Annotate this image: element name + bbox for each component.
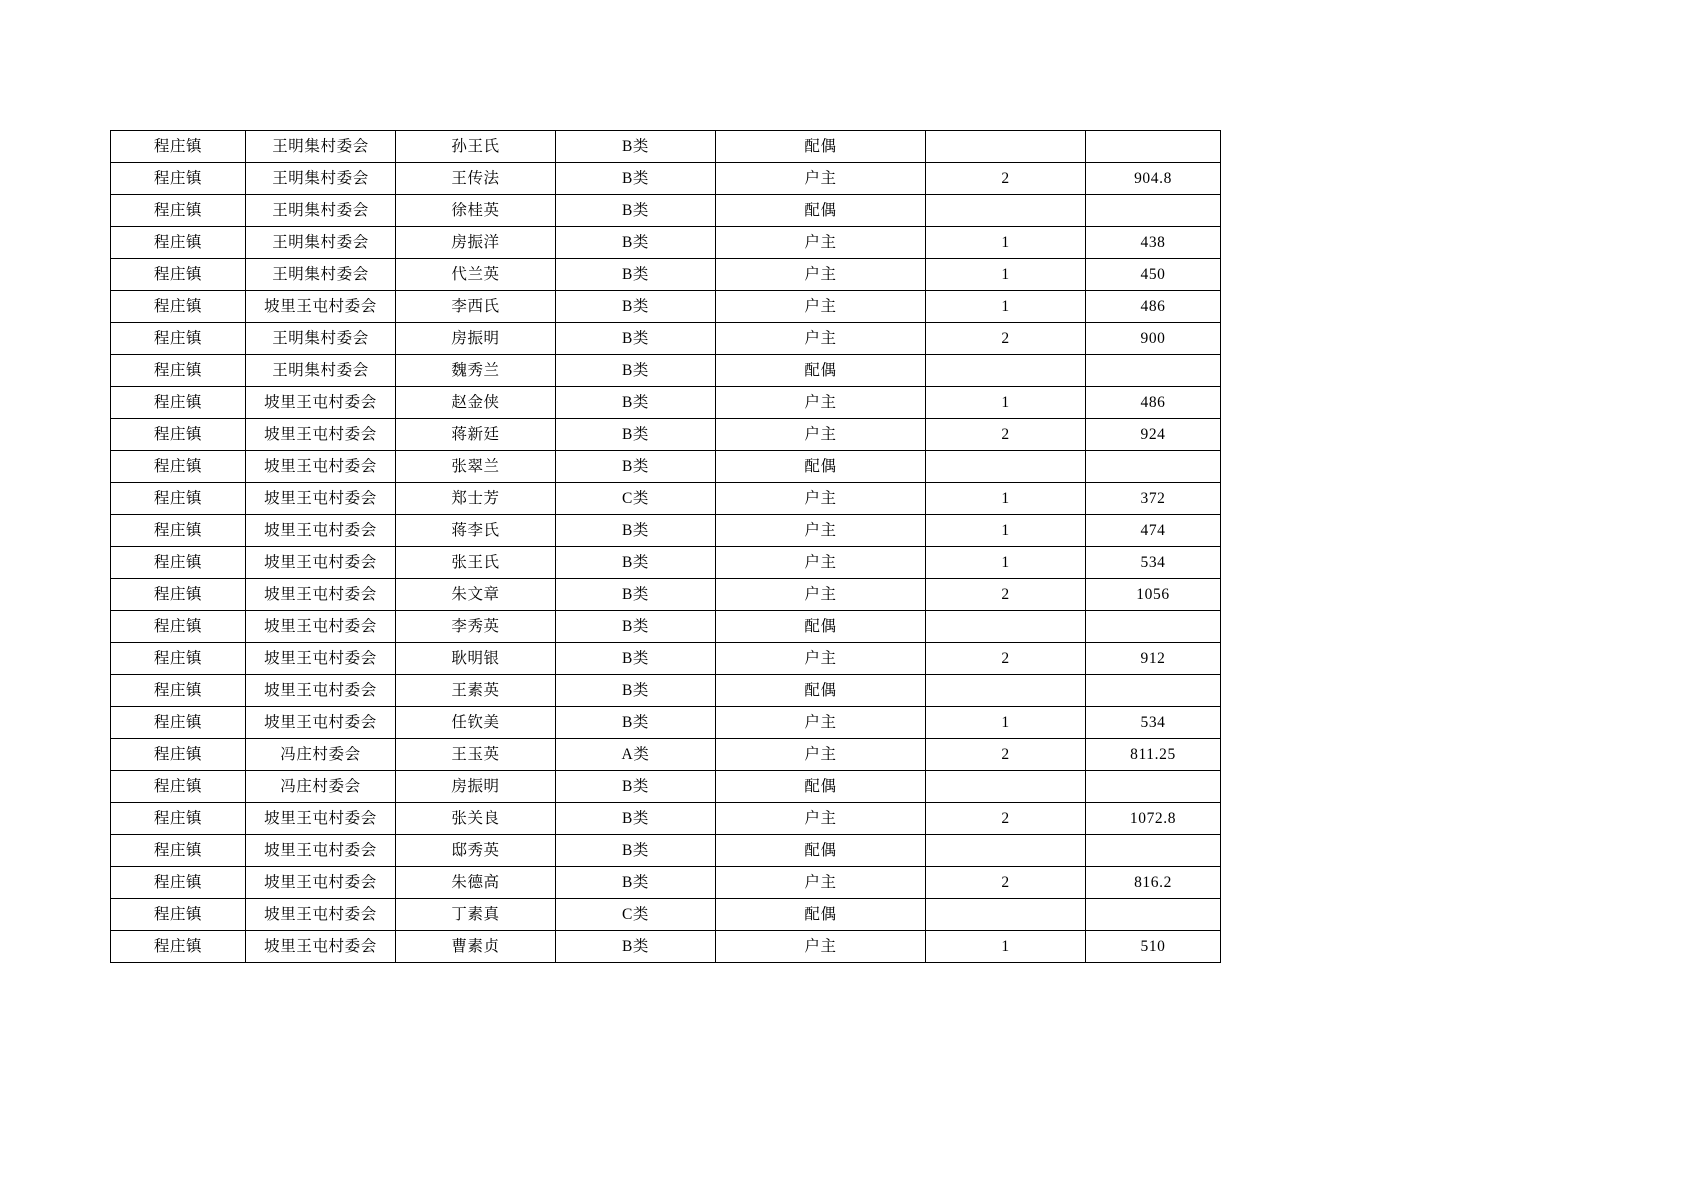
table-row (111, 771, 1221, 803)
table-row (111, 707, 1221, 739)
table-row (111, 227, 1221, 259)
cell-village: 冯庄村委会 (246, 771, 396, 803)
cell-role: 户主 (716, 419, 926, 451)
cell-village: 坡里王屯村委会 (246, 803, 396, 835)
cell-town: 程庄镇 (111, 163, 246, 195)
cell-role: 户主 (716, 931, 926, 963)
cell-name: 代兰英 (396, 259, 556, 291)
cell-role: 配偶 (716, 131, 926, 163)
cell-amount (1086, 675, 1221, 707)
cell-role: 户主 (716, 643, 926, 675)
cell-role: 配偶 (716, 675, 926, 707)
cell-count (926, 771, 1086, 803)
cell-category: B类 (556, 835, 716, 867)
cell-name: 邸秀英 (396, 835, 556, 867)
cell-town: 程庄镇 (111, 131, 246, 163)
cell-role: 户主 (716, 579, 926, 611)
cell-town: 程庄镇 (111, 387, 246, 419)
cell-amount: 924 (1086, 419, 1221, 451)
cell-count: 2 (926, 163, 1086, 195)
table-row (111, 195, 1221, 227)
table-row (111, 867, 1221, 899)
cell-role: 配偶 (716, 611, 926, 643)
cell-category: B类 (556, 611, 716, 643)
table-row (111, 291, 1221, 323)
cell-count: 2 (926, 867, 1086, 899)
cell-amount: 510 (1086, 931, 1221, 963)
cell-amount (1086, 355, 1221, 387)
cell-village: 坡里王屯村委会 (246, 483, 396, 515)
cell-role: 配偶 (716, 899, 926, 931)
cell-town: 程庄镇 (111, 419, 246, 451)
cell-town: 程庄镇 (111, 675, 246, 707)
cell-category: B类 (556, 547, 716, 579)
cell-village: 坡里王屯村委会 (246, 547, 396, 579)
cell-village: 王明集村委会 (246, 131, 396, 163)
cell-amount (1086, 899, 1221, 931)
cell-name: 赵金侠 (396, 387, 556, 419)
table-row (111, 163, 1221, 195)
cell-name: 魏秀兰 (396, 355, 556, 387)
cell-town: 程庄镇 (111, 739, 246, 771)
cell-name: 耿明银 (396, 643, 556, 675)
cell-count: 1 (926, 259, 1086, 291)
cell-amount (1086, 771, 1221, 803)
table-row (111, 419, 1221, 451)
cell-name: 张翠兰 (396, 451, 556, 483)
cell-town: 程庄镇 (111, 643, 246, 675)
table-container (110, 130, 1220, 963)
cell-village: 坡里王屯村委会 (246, 835, 396, 867)
table-row (111, 483, 1221, 515)
cell-count: 2 (926, 323, 1086, 355)
cell-count: 2 (926, 579, 1086, 611)
cell-village: 王明集村委会 (246, 227, 396, 259)
cell-count: 2 (926, 419, 1086, 451)
cell-role: 户主 (716, 515, 926, 547)
table-body (111, 131, 1221, 963)
cell-category: A类 (556, 739, 716, 771)
cell-name: 王传法 (396, 163, 556, 195)
cell-count: 2 (926, 803, 1086, 835)
cell-category: B类 (556, 579, 716, 611)
cell-town: 程庄镇 (111, 931, 246, 963)
cell-role: 配偶 (716, 771, 926, 803)
cell-name: 孙王氏 (396, 131, 556, 163)
table-row (111, 579, 1221, 611)
cell-name: 张关良 (396, 803, 556, 835)
table-row (111, 803, 1221, 835)
cell-amount (1086, 131, 1221, 163)
cell-name: 任钦美 (396, 707, 556, 739)
cell-count (926, 355, 1086, 387)
cell-role: 户主 (716, 291, 926, 323)
cell-town: 程庄镇 (111, 611, 246, 643)
table-row (111, 131, 1221, 163)
cell-amount: 450 (1086, 259, 1221, 291)
cell-role: 户主 (716, 163, 926, 195)
cell-village: 王明集村委会 (246, 323, 396, 355)
table-row (111, 451, 1221, 483)
cell-name: 曹素贞 (396, 931, 556, 963)
cell-role: 户主 (716, 867, 926, 899)
cell-count: 2 (926, 643, 1086, 675)
cell-count (926, 899, 1086, 931)
cell-amount: 486 (1086, 291, 1221, 323)
table-row (111, 899, 1221, 931)
cell-village: 坡里王屯村委会 (246, 707, 396, 739)
cell-category: B类 (556, 419, 716, 451)
cell-count: 1 (926, 707, 1086, 739)
cell-name: 房振洋 (396, 227, 556, 259)
cell-category: B类 (556, 643, 716, 675)
cell-amount: 486 (1086, 387, 1221, 419)
cell-village: 王明集村委会 (246, 195, 396, 227)
cell-name: 蒋新廷 (396, 419, 556, 451)
cell-role: 配偶 (716, 835, 926, 867)
cell-town: 程庄镇 (111, 451, 246, 483)
cell-town: 程庄镇 (111, 323, 246, 355)
cell-count: 2 (926, 739, 1086, 771)
cell-count (926, 611, 1086, 643)
cell-name: 李秀英 (396, 611, 556, 643)
cell-name: 朱德高 (396, 867, 556, 899)
cell-role: 户主 (716, 803, 926, 835)
cell-count: 1 (926, 387, 1086, 419)
cell-village: 坡里王屯村委会 (246, 419, 396, 451)
cell-town: 程庄镇 (111, 835, 246, 867)
cell-category: B类 (556, 355, 716, 387)
cell-amount: 900 (1086, 323, 1221, 355)
cell-role: 户主 (716, 483, 926, 515)
cell-category: B类 (556, 515, 716, 547)
cell-category: B类 (556, 163, 716, 195)
cell-village: 坡里王屯村委会 (246, 579, 396, 611)
cell-role: 户主 (716, 323, 926, 355)
cell-category: B类 (556, 451, 716, 483)
cell-category: B类 (556, 675, 716, 707)
cell-village: 坡里王屯村委会 (246, 387, 396, 419)
subsidy-table (110, 130, 1221, 963)
cell-amount: 811.25 (1086, 739, 1221, 771)
cell-village: 坡里王屯村委会 (246, 899, 396, 931)
cell-village: 坡里王屯村委会 (246, 291, 396, 323)
cell-amount (1086, 611, 1221, 643)
cell-town: 程庄镇 (111, 355, 246, 387)
table-row (111, 835, 1221, 867)
cell-town: 程庄镇 (111, 195, 246, 227)
cell-amount: 534 (1086, 707, 1221, 739)
cell-category: B类 (556, 707, 716, 739)
cell-amount: 474 (1086, 515, 1221, 547)
cell-town: 程庄镇 (111, 899, 246, 931)
cell-role: 户主 (716, 739, 926, 771)
cell-name: 张王氏 (396, 547, 556, 579)
cell-amount: 438 (1086, 227, 1221, 259)
cell-amount: 372 (1086, 483, 1221, 515)
cell-town: 程庄镇 (111, 803, 246, 835)
cell-village: 坡里王屯村委会 (246, 931, 396, 963)
cell-role: 户主 (716, 387, 926, 419)
cell-name: 徐桂英 (396, 195, 556, 227)
cell-name: 朱文章 (396, 579, 556, 611)
cell-count: 1 (926, 931, 1086, 963)
cell-village: 坡里王屯村委会 (246, 451, 396, 483)
table-row (111, 259, 1221, 291)
cell-village: 坡里王屯村委会 (246, 867, 396, 899)
table-row (111, 675, 1221, 707)
cell-role: 户主 (716, 227, 926, 259)
cell-category: B类 (556, 259, 716, 291)
cell-name: 房振明 (396, 771, 556, 803)
cell-name: 蒋李氏 (396, 515, 556, 547)
cell-amount: 816.2 (1086, 867, 1221, 899)
table-row (111, 611, 1221, 643)
cell-village: 王明集村委会 (246, 259, 396, 291)
cell-count (926, 131, 1086, 163)
cell-village: 坡里王屯村委会 (246, 515, 396, 547)
cell-amount: 904.8 (1086, 163, 1221, 195)
cell-category: B类 (556, 771, 716, 803)
cell-town: 程庄镇 (111, 483, 246, 515)
cell-category: B类 (556, 131, 716, 163)
cell-town: 程庄镇 (111, 515, 246, 547)
cell-category: B类 (556, 195, 716, 227)
table-row (111, 515, 1221, 547)
cell-amount: 912 (1086, 643, 1221, 675)
table-row (111, 931, 1221, 963)
cell-count (926, 675, 1086, 707)
cell-category: B类 (556, 323, 716, 355)
cell-town: 程庄镇 (111, 291, 246, 323)
table-row (111, 355, 1221, 387)
cell-village: 王明集村委会 (246, 163, 396, 195)
cell-amount: 1056 (1086, 579, 1221, 611)
cell-name: 郑士芳 (396, 483, 556, 515)
cell-village: 王明集村委会 (246, 355, 396, 387)
cell-count: 1 (926, 515, 1086, 547)
cell-count: 1 (926, 547, 1086, 579)
cell-town: 程庄镇 (111, 579, 246, 611)
cell-count: 1 (926, 483, 1086, 515)
cell-role: 配偶 (716, 195, 926, 227)
cell-category: B类 (556, 803, 716, 835)
cell-role: 户主 (716, 707, 926, 739)
cell-town: 程庄镇 (111, 259, 246, 291)
cell-village: 坡里王屯村委会 (246, 611, 396, 643)
cell-category: B类 (556, 387, 716, 419)
cell-role: 配偶 (716, 355, 926, 387)
table-row (111, 643, 1221, 675)
table-row (111, 547, 1221, 579)
table-row (111, 739, 1221, 771)
cell-amount: 1072.8 (1086, 803, 1221, 835)
cell-count (926, 835, 1086, 867)
cell-amount (1086, 835, 1221, 867)
cell-amount (1086, 451, 1221, 483)
cell-amount: 534 (1086, 547, 1221, 579)
table-row (111, 387, 1221, 419)
cell-town: 程庄镇 (111, 771, 246, 803)
cell-category: B类 (556, 867, 716, 899)
cell-village: 坡里王屯村委会 (246, 643, 396, 675)
cell-town: 程庄镇 (111, 547, 246, 579)
cell-category: C类 (556, 483, 716, 515)
cell-category: B类 (556, 931, 716, 963)
cell-category: B类 (556, 227, 716, 259)
cell-category: C类 (556, 899, 716, 931)
cell-name: 王玉英 (396, 739, 556, 771)
cell-role: 户主 (716, 259, 926, 291)
cell-count: 1 (926, 291, 1086, 323)
table-row (111, 323, 1221, 355)
cell-village: 冯庄村委会 (246, 739, 396, 771)
cell-category: B类 (556, 291, 716, 323)
cell-name: 李西氏 (396, 291, 556, 323)
cell-name: 丁素真 (396, 899, 556, 931)
cell-village: 坡里王屯村委会 (246, 675, 396, 707)
cell-amount (1086, 195, 1221, 227)
cell-name: 房振明 (396, 323, 556, 355)
cell-count (926, 195, 1086, 227)
cell-name: 王素英 (396, 675, 556, 707)
cell-town: 程庄镇 (111, 227, 246, 259)
cell-town: 程庄镇 (111, 707, 246, 739)
cell-role: 配偶 (716, 451, 926, 483)
cell-town: 程庄镇 (111, 867, 246, 899)
cell-count: 1 (926, 227, 1086, 259)
cell-count (926, 451, 1086, 483)
cell-role: 户主 (716, 547, 926, 579)
